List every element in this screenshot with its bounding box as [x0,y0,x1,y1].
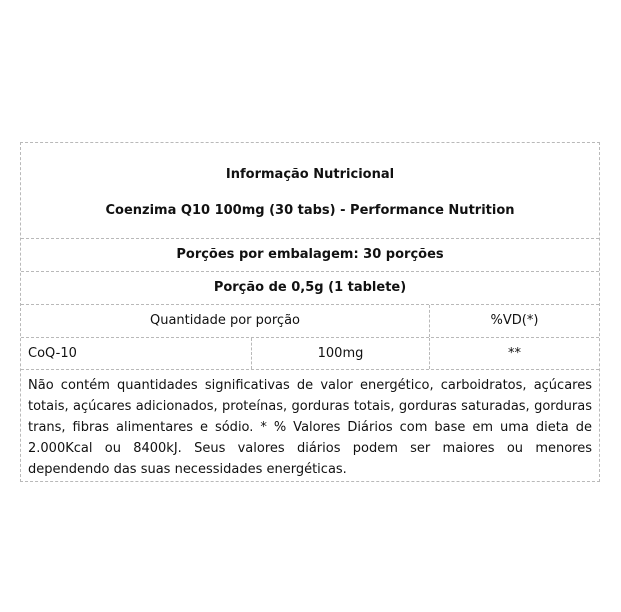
portion-size-row [21,272,599,305]
table-title: Informação Nutricional [225,167,395,182]
footnote-text: Não contém quantidades significativas de valor energético, carboidratos, açúcares totais, açúcares adicionados, proteínas, gorduras totais, gorduras saturadas, gorduras trans, fibras alimentares e sódio. * % Valores Diários com base em uma dieta de 2.000Kcal ou 8400kJ. Seus valores diários podem ser maiores ou menores dependendo das suas necessidades energéticas. [28,378,592,477]
column-header-row [21,305,599,338]
column-header-daily-value [430,305,599,337]
column-header-quantity [21,305,430,337]
nutrient-name-cell [21,338,252,369]
table-header [21,143,599,239]
nutrient-amount-cell [252,338,430,369]
nutrition-facts-table [20,142,600,482]
nutrient-name: CoQ-10 [28,346,77,361]
nutrient-amount: 100mg [317,346,364,361]
nutrient-daily-value-cell [430,338,599,369]
servings-per-package-row [21,239,599,272]
table-row [21,338,599,370]
servings-per-package: Porções por embalagem: 30 porções [176,247,444,262]
nutrient-daily-value: ** [508,346,521,361]
column-header-daily-value-label: %VD(*) [490,313,539,328]
footnote-row [21,370,599,482]
column-header-quantity-label: Quantidade por porção [149,313,300,328]
portion-size: Porção de 0,5g (1 tablete) [213,280,407,295]
product-name: Coenzima Q10 100mg (30 tabs) - Performance Nutrition [105,203,515,218]
